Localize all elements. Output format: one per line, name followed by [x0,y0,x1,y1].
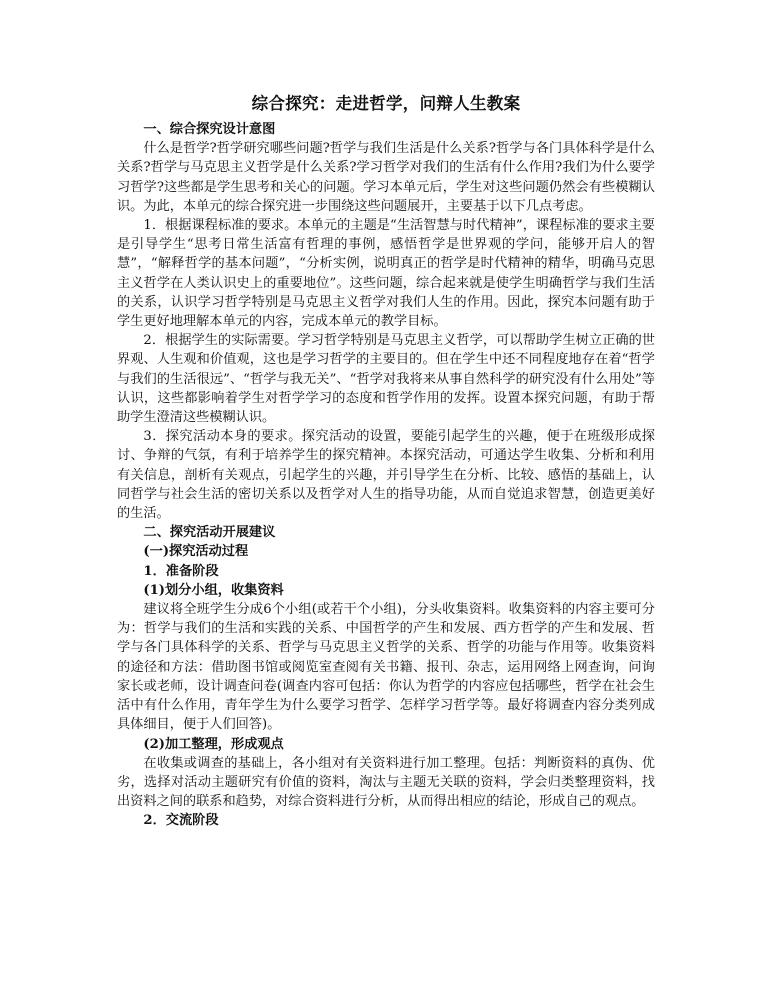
step-heading: (2)加工整理，形成观点 [143,736,284,752]
body-paragraph: 2．根据学生的实际需要。学习哲学特别是马克思主义哲学，可以帮助学生树立正确的世界观、人生观和价值观，这也是学习哲学的主要目的。但在学生中还不同程度地存在着“哲学与我们的生活很远”、“哲学与我无关”、“哲学对我将来从事自然科学的研究没有什么用处”等认识，这些都影响着学生对哲学学习的态度和哲学作用的发挥。设置本探究问题，有助于帮助学生澄清这些模糊认识。 [117,333,655,426]
section-heading: 一、综合探究设计意图 [143,122,276,137]
subsection-heading: (一)探究活动过程 [143,544,249,560]
body-paragraph: 在收集或调查的基础上，各小组对有关资料进行加工整理。包括：判断资料的真伪、优劣，选择对活动主题研究有价值的资料，淘汰与主题无关联的资料，学会归类整理资料，找出资料之间的联系和趋势，对综合资料进行分析，从而得出相应的结论，形成自己的观点。 [117,755,655,810]
step-heading: (1)划分小组，收集资料 [143,582,284,598]
body-paragraph: 1．根据课程标准的要求。本单元的主题是“生活智慧与时代精神”，课程标准的要求主要是引导学生“思考日常生活富有哲理的事例，感悟哲学是世界观的学问，能够开启人的智慧”，“解释哲学的基本问题”，“分析实例，说明真正的哲学是时代精神的精华，明确马克思主义哲学在人类认识史上的重要地位”。这些问题，综合起来就是使学生明确哲学与我们生活的关系，认识学习哲学特别是马克思主义哲学对我们人生的作用。因此，探究本问题有助于学生更好地理解本单元的内容，完成本单元的教学目标。 [117,218,655,330]
body-paragraph: 建议将全班学生分成6个小组(或若干个小组)，分头收集资料。收集资料的内容主要可分为：哲学与我们的生活和实践的关系、中国哲学的产生和发展、西方哲学的产生和发展、哲学与各门具体科学的关系、哲学与马克思主义哲学的关系、哲学的功能与作用等。收集资料的途径和方法：借助图书馆或阅览室查阅有关书籍、报刊、杂志，运用网络上网查询，问询家长或老师，设计调查问卷(调查内容可包括：你认为哲学的内容应包括哪些，哲学在社会生活中有什么作用，青年学生为什么要学习哲学、怎样学习哲学等。最好将调查内容分类列成具体细目，便于人们回答)。 [117,602,655,733]
document-title: 综合探究：走进哲学，问辩人生教案 [251,94,521,113]
document-page [117,92,655,831]
body-paragraph: 什么是哲学?哲学研究哪些问题?哲学与我们生活是什么关系?哲学与各门具体科学是什么关系?哲学与马克思主义哲学是什么关系?学习哲学对我们的生活有什么作用?我们为什么要学习哲学?这些都是学生思考和关心的问题。学习本单元后，学生对这些问题仍然会有些模糊认识。为此，本单元的综合探究进一步围绕这些问题展开，主要基于以下几点考虑。 [117,141,655,214]
stage-heading: 1．准备阶段 [143,563,219,579]
section-heading: 二、探究活动开展建议 [143,525,276,541]
stage-heading: 2．交流阶段 [143,813,219,829]
body-paragraph: 3．探究活动本身的要求。探究活动的设置，要能引起学生的兴趣，便于在班级形成探讨、争辩的气氛，有利于培养学生的探究精神。本探究活动，可通达学生收集、分析和利用有关信息，剖析有关观点，引起学生的兴趣，并引导学生在分析、比较、感悟的基础上，认同哲学与社会生活的密切关系以及哲学对人生的指导功能，从而自觉追求智慧，创造更美好的生活。 [117,429,655,522]
